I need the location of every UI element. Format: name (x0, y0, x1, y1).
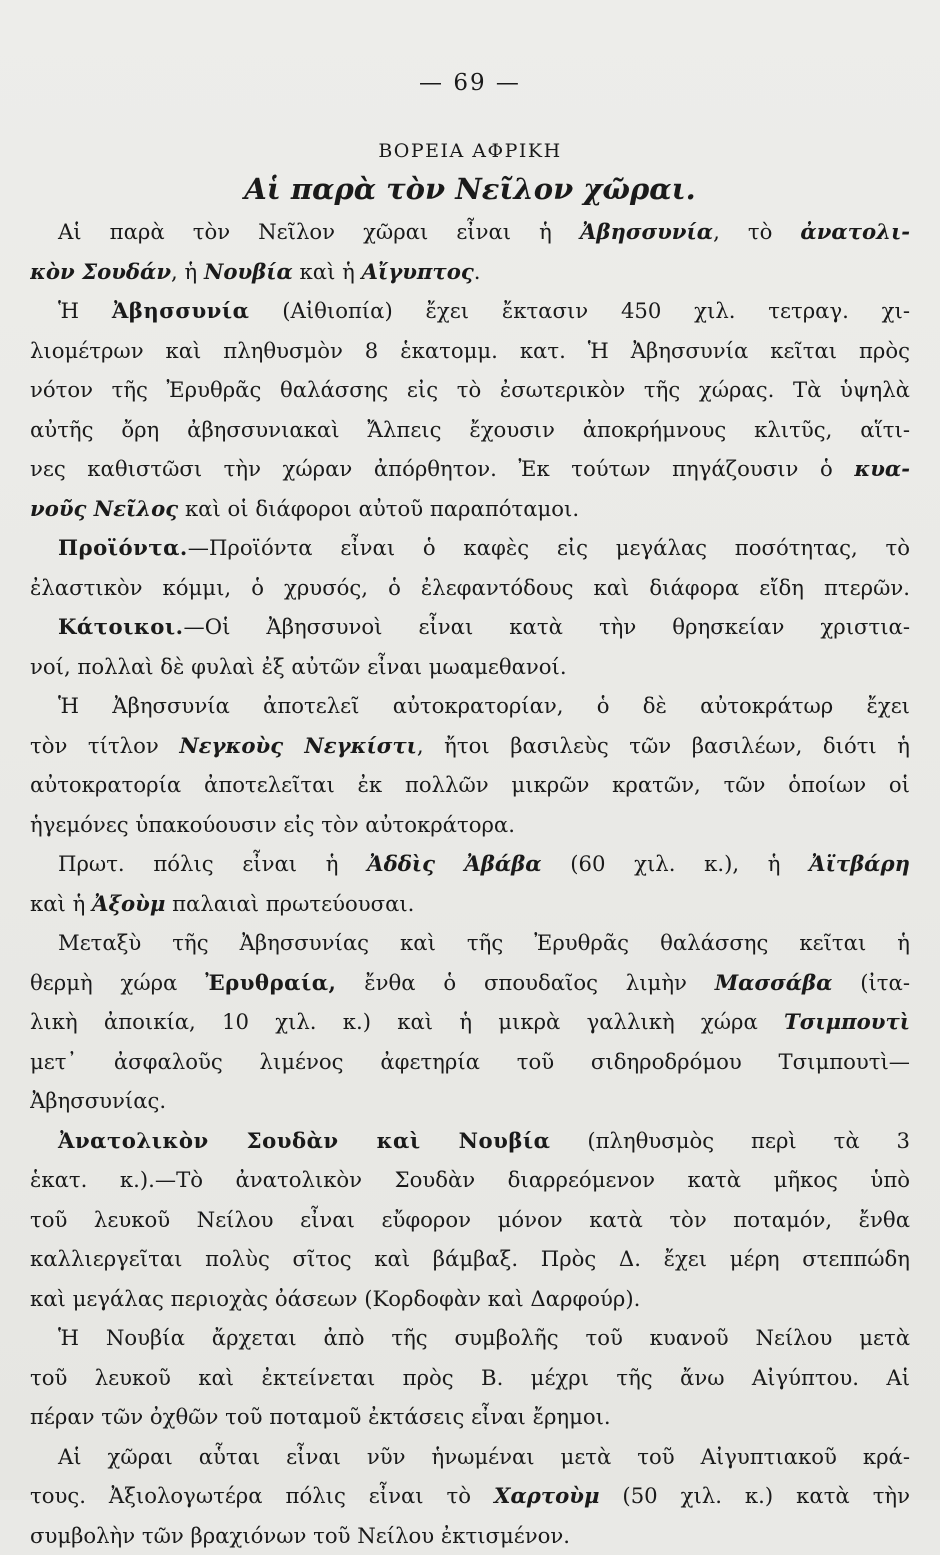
text-line (30, 1318, 910, 1358)
text-run: Ἡ (58, 298, 112, 323)
text-line (30, 726, 910, 766)
emphasized-term: Αἴγυπτος (362, 259, 474, 284)
text-run: —Προϊόντα εἶναι ὁ καφὲς εἰς μεγάλας ποσότητας, τὸ (188, 535, 910, 560)
text-run: (50 χιλ. κ.) κατὰ τὴν (599, 1483, 910, 1508)
text-run: αὐτῆς ὄρη ἀβησσυνιακαὶ Ἄλπεις ἔχουσιν ἀποκρήμνους κλιτῦς, αἵτι- (30, 417, 910, 442)
emphasized-term: Ἀβησσυνία (580, 219, 713, 244)
text-run: Πρωτ. πόλις εἶναι ἡ (58, 851, 367, 876)
text-run: αὐτοκρατορία ἀποτελεῖται ἐκ πολλῶν μικρῶν κρατῶν, τῶν ὁποίων οἱ (30, 772, 910, 797)
text-line (30, 212, 910, 252)
emphasized-term: νοῦς Νεῖλος (30, 496, 178, 521)
text-run: ἔνθα ὁ σπουδαῖος λιμὴν (336, 970, 714, 995)
text-line (30, 1081, 910, 1121)
text-run: θερμὴ χώρα (30, 970, 205, 995)
text-run: νες καθιστῶσι τὴν χώραν ἀπόρθητον. Ἐκ τούτων πηγάζουσιν ὁ (30, 456, 854, 481)
text-run: (ἰτα- (832, 970, 910, 995)
text-line (30, 1516, 910, 1555)
text-run: Ἀβησσυνίας. (30, 1088, 166, 1113)
text-line (30, 844, 910, 884)
text-line (30, 1200, 910, 1240)
text-run: Ἡ Νουβία ἄρχεται ἀπὸ τῆς συμβολῆς τοῦ κυανοῦ Νείλου μετὰ (58, 1325, 910, 1350)
text-run: Μεταξὺ τῆς Ἀβησσυνίας καὶ τῆς Ἐρυθρᾶς θαλάσσης κεῖται ἡ (58, 930, 910, 955)
text-line (30, 805, 910, 845)
text-line (30, 1397, 910, 1437)
emphasized-term: Ἀβησσυνία (112, 298, 250, 323)
text-line (30, 923, 910, 963)
text-run: λικὴ ἀποικία, 10 χιλ. κ.) καὶ ἡ μικρὰ γαλλικὴ χώρα (30, 1009, 784, 1034)
text-run: ἑκατ. κ.).—Τὸ ἀνατολικὸν Σουδὰν διαρρεόμενον κατὰ μῆκος ὑπὸ (30, 1167, 910, 1192)
text-line (30, 686, 910, 726)
emphasized-term: Κάτοικοι. (58, 614, 184, 639)
text-run: νοί, πολλαὶ δὲ φυλαὶ ἐξ αὐτῶν εἶναι μωαμεθανοί. (30, 654, 567, 679)
emphasized-term: Νεγκοὺς Νεγκίστι (179, 733, 417, 758)
text-run: παλαιαὶ πρωτεύουσαι. (165, 891, 414, 916)
text-run: συμβολὴν τῶν βραχιόνων τοῦ Νείλου ἐκτισμένον. (30, 1523, 570, 1548)
text-line (30, 410, 910, 450)
text-line (30, 528, 910, 568)
text-run: Αἱ χῶραι αὗται εἶναι νῦν ἡνωμέναι μετὰ τοῦ Αἰγυπτιακοῦ κρά- (58, 1444, 910, 1469)
emphasized-term: κὸν Σουδάν (30, 259, 171, 284)
emphasized-term: Ἀϊτβάρη (809, 851, 910, 876)
text-line (30, 1160, 910, 1200)
text-run: (60 χιλ. κ.), ἡ (542, 851, 810, 876)
text-run: καὶ ἡ (30, 891, 92, 916)
emphasized-term: Χαρτοὺμ (494, 1483, 599, 1508)
text-run: τους. Ἀξιολογωτέρα πόλις εἶναι τὸ (30, 1483, 494, 1508)
emphasized-term: ἀνατολι- (800, 219, 910, 244)
text-run: , ἤτοι βασιλεὺς τῶν βασιλέων, διότι ἡ (417, 733, 910, 758)
section-header: ΒΟΡΕΙΑ ΑΦΡΙΚΗ (0, 140, 940, 162)
emphasized-term: Προϊόντα. (58, 535, 188, 560)
text-line (30, 1279, 910, 1319)
text-line (30, 252, 910, 292)
emphasized-term: Ἀδδὶς Ἀβάβα (367, 851, 541, 876)
text-line (30, 607, 910, 647)
text-line (30, 765, 910, 805)
body-text (30, 212, 910, 1555)
text-run: ἡγεμόνες ὑπακούουσιν εἰς τὸν αὐτοκράτορα. (30, 812, 515, 837)
text-line (30, 1121, 910, 1161)
section-title: Αἱ παρὰ τὸν Νεῖλον χῶραι. (0, 172, 940, 206)
text-run: . (474, 259, 481, 284)
emphasized-term: Νουβία (204, 259, 293, 284)
emphasized-term: Μασσάβα (715, 970, 833, 995)
text-run: τὸν τίτλον (30, 733, 179, 758)
text-line (30, 1239, 910, 1279)
text-line (30, 489, 910, 529)
text-run: ἐλαστικὸν κόμμι, ὁ χρυσός, ὁ ἐλεφαντόδους καὶ διάφορα εἴδη πτερῶν. (30, 575, 910, 600)
text-line (30, 1437, 910, 1477)
text-run: τοῦ λευκοῦ Νείλου εἶναι εὔφορον μόνον κατὰ τὸν ποταμόν, ἔνθα (30, 1207, 910, 1232)
text-run: μετ᾿ ἀσφαλοῦς λιμένος ἀφετηρία τοῦ σιδηροδρόμου Τσιμπουτὶ— (30, 1049, 910, 1074)
text-line (30, 1476, 910, 1516)
text-run: πέραν τῶν ὀχθῶν τοῦ ποταμοῦ ἐκτάσεις εἶναι ἔρημοι. (30, 1404, 611, 1429)
text-line (30, 884, 910, 924)
text-run: καὶ μεγάλας περιοχὰς ὀάσεων (Κορδοφὰν καὶ Δαρφούρ). (30, 1286, 640, 1311)
text-line (30, 449, 910, 489)
text-line (30, 568, 910, 608)
text-line (30, 1358, 910, 1398)
text-run: —Οἱ Ἀβησσυνοὶ εἶναι κατὰ τὴν θρησκείαν χριστια- (184, 614, 910, 639)
emphasized-term: Ἀνατολικὸν Σουδὰν καὶ Νουβία (58, 1128, 550, 1153)
text-line (30, 331, 910, 371)
text-run: νότον τῆς Ἐρυθρᾶς θαλάσσης εἰς τὸ ἐσωτερικὸν τῆς χώρας. Τὰ ὑψηλὰ (30, 377, 910, 402)
emphasized-term: Ἐρυθραία, (205, 970, 336, 995)
text-run: καλλιεργεῖται πολὺς σῖτος καὶ βάμβαξ. Πρὸς Δ. ἔχει μέρη στεππώδη (30, 1246, 910, 1271)
text-line (30, 1042, 910, 1082)
text-run: Αἱ παρὰ τὸν Νεῖλον χῶραι εἶναι ἡ (58, 219, 580, 244)
text-line (30, 370, 910, 410)
text-line (30, 963, 910, 1003)
text-run: (πληθυσμὸς περὶ τὰ 3 (550, 1128, 910, 1153)
text-line (30, 291, 910, 331)
text-run: , τὸ (713, 219, 800, 244)
emphasized-term: κυα- (854, 456, 910, 481)
emphasized-term: Τσιμπουτὶ (784, 1009, 910, 1034)
text-run: καὶ οἱ διάφοροι αὐτοῦ παραπόταμοι. (178, 496, 579, 521)
text-line (30, 647, 910, 687)
text-run: , ἡ (171, 259, 204, 284)
text-run: (Αἰθιοπία) ἔχει ἔκτασιν 450 χιλ. τετραγ. χι- (249, 298, 910, 323)
text-run: τοῦ λευκοῦ καὶ ἐκτείνεται πρὸς Β. μέχρι τῆς ἄνω Αἰγύπτου. Αἱ (30, 1365, 910, 1390)
page-number: — 69 — (0, 70, 940, 96)
text-line (30, 1002, 910, 1042)
emphasized-term: Ἀξοὺμ (92, 891, 165, 916)
text-run: λιομέτρων καὶ πληθυσμὸν 8 ἑκατομμ. κατ. Ἡ Ἀβησσυνία κεῖται πρὸς (30, 338, 910, 363)
text-run: Ἡ Ἀβησσυνία ἀποτελεῖ αὐτοκρατορίαν, ὁ δὲ αὐτοκράτωρ ἔχει (58, 693, 910, 718)
text-run: καὶ ἡ (293, 259, 362, 284)
